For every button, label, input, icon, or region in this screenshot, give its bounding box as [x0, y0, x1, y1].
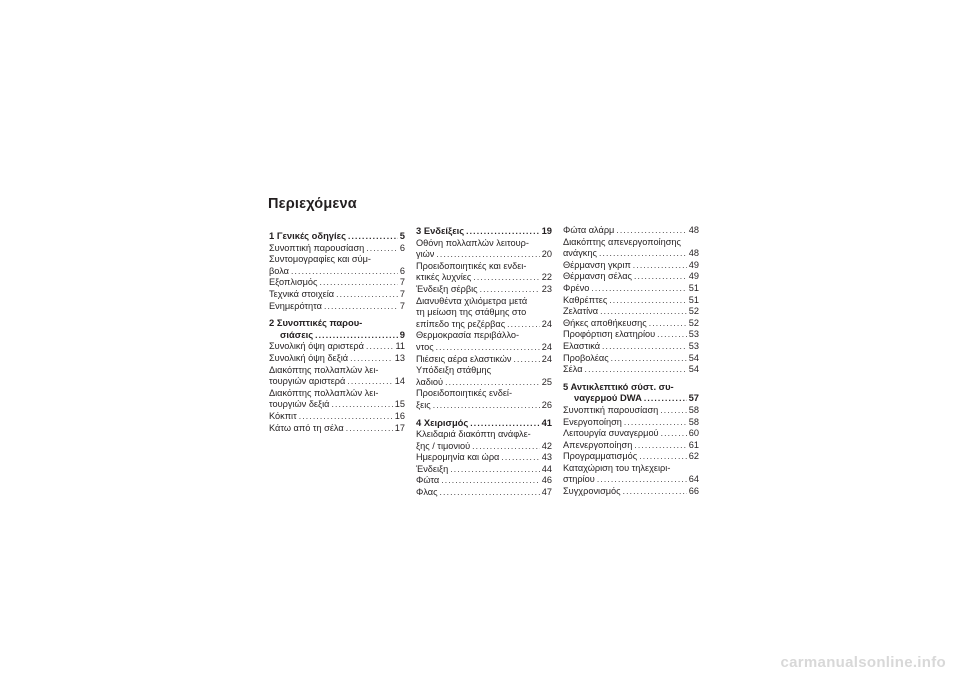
dot-leader [436, 342, 540, 354]
page-number: 46 [541, 475, 552, 486]
page-number: 43 [541, 452, 552, 463]
page-number: 61 [688, 439, 699, 450]
page-number: 23 [541, 283, 552, 294]
entry-title: στηρίου [563, 474, 595, 485]
entry-title: Συνοπτική παρουσίαση [269, 242, 365, 253]
toc-chapter[interactable] [269, 230, 405, 243]
page-number: 16 [394, 410, 405, 421]
entry-title: Οθόνη πολλαπλών λειτουρ- [416, 237, 529, 248]
page-number: 44 [541, 463, 552, 474]
entry-title: Υπόδειξη στάθμης [416, 365, 492, 376]
dot-leader [585, 364, 687, 376]
entry-title: τουργιών δεξιά [269, 399, 330, 410]
toc-entry[interactable] [563, 225, 699, 237]
toc-entry[interactable] [563, 318, 699, 330]
dot-leader [602, 341, 687, 353]
dot-leader [473, 272, 539, 284]
dot-leader [332, 399, 393, 411]
toc-entry[interactable] [416, 284, 552, 296]
page-number: 58 [688, 404, 699, 415]
page-number: 52 [688, 306, 699, 317]
dot-leader [639, 451, 687, 463]
page-number: 54 [688, 352, 699, 363]
dot-leader [599, 248, 687, 260]
toc-entry[interactable] [269, 341, 405, 353]
page-number: 51 [688, 282, 699, 293]
dot-leader [366, 243, 398, 255]
entry-title: Ένδειξη σέρβις [416, 283, 478, 294]
entry-title: Εξοπλισμός [269, 277, 318, 288]
toc-entry[interactable] [269, 254, 405, 277]
dot-leader [466, 226, 539, 238]
toc-entry[interactable] [416, 354, 552, 366]
dot-leader [315, 330, 398, 342]
dot-leader [346, 423, 393, 435]
toc-entry[interactable] [563, 341, 699, 353]
dot-leader [624, 417, 687, 429]
dot-leader [319, 277, 397, 289]
page-number: 53 [688, 340, 699, 351]
page-number: 52 [688, 317, 699, 328]
page-number: 62 [688, 451, 699, 462]
entry-title: Κάτω από τη σέλα [269, 422, 344, 433]
dot-leader [347, 376, 392, 388]
entry-title: λαδιού [416, 376, 444, 387]
dot-leader [441, 475, 540, 487]
toc-entry[interactable] [269, 277, 405, 289]
dot-leader [660, 405, 687, 417]
toc-entry[interactable] [563, 283, 699, 295]
entry-title: Προειδοποιητικές και ενδει- [416, 260, 527, 271]
dot-leader [597, 474, 687, 486]
entry-title: Φλας [416, 487, 438, 498]
entry-title: Διακόπτης απενεργοποίησης [563, 236, 681, 247]
dot-leader [366, 341, 393, 353]
toc-entry[interactable] [269, 301, 405, 313]
page-number: 24 [541, 318, 552, 329]
entry-title: Θήκες αποθήκευσης [563, 317, 647, 328]
dot-leader [450, 464, 539, 476]
entry-title: Προειδοποιητικές ενδεί- [416, 388, 513, 399]
toc-entry[interactable] [416, 330, 552, 353]
toc-entry[interactable] [416, 487, 552, 499]
toc-entry[interactable] [563, 428, 699, 440]
page-number: 20 [541, 249, 552, 260]
page-number: 24 [541, 341, 552, 352]
toc-column-1 [269, 230, 405, 434]
entry-title: Ένδειξη [416, 463, 449, 474]
chapter-title: σιάσεις [280, 328, 314, 340]
toc-chapter[interactable] [269, 317, 405, 341]
entry-title: Καθρέπτες [563, 294, 608, 305]
chapter-title: 3 Ενδείξεις [416, 225, 465, 236]
entry-title: Προγραμματισμός [563, 451, 638, 462]
page-number: 64 [688, 474, 699, 485]
chapter-title: 2 Συνοπτικές παρου- [269, 317, 363, 329]
toc-entry[interactable] [563, 364, 699, 376]
dot-leader [591, 283, 686, 295]
entry-title: Διανυθέντα χιλιόμετρα μετά [416, 295, 528, 306]
entry-title: Θέρμανση σέλας [563, 271, 632, 282]
entry-title: Συνοπτική παρουσίαση [563, 404, 659, 415]
dot-leader [661, 428, 687, 440]
toc-entry[interactable] [416, 429, 552, 452]
entry-title: ντος [416, 341, 434, 352]
page-number: 15 [394, 399, 405, 410]
entry-title: Διακόπτης πολλαπλών λει- [269, 387, 379, 398]
dot-leader [644, 393, 687, 405]
dot-leader [649, 318, 687, 330]
toc-chapter[interactable] [563, 381, 699, 405]
toc-entry[interactable] [416, 238, 552, 261]
page-number: 9 [399, 328, 405, 340]
toc-entry[interactable] [269, 365, 405, 388]
toc-entry[interactable] [269, 388, 405, 411]
dot-leader [324, 301, 398, 313]
entry-title: Φώτα [416, 475, 440, 486]
toc-column-2 [416, 225, 552, 499]
entry-title: Συγχρονισμός [563, 486, 621, 497]
dot-leader [507, 319, 540, 331]
page-number: 13 [394, 352, 405, 363]
toc-entry[interactable] [269, 243, 405, 255]
page-number: 11 [395, 341, 405, 352]
toc-entry[interactable] [269, 411, 405, 423]
page-number: 22 [541, 272, 552, 283]
page-number: 49 [688, 271, 699, 282]
entry-title: Σέλα [563, 364, 583, 375]
entry-title: Πιέσεις αέρα ελαστικών [416, 353, 512, 364]
entry-title: ανάγκης [563, 248, 597, 259]
toc-entry[interactable] [563, 260, 699, 272]
entry-title: επίπεδο της ρεζέρβας [416, 318, 506, 329]
dot-leader [436, 249, 539, 261]
entry-title: Συνολική όψη αριστερά [269, 341, 364, 352]
dot-leader [348, 231, 398, 243]
entry-title: Προβολέας [563, 352, 609, 363]
toc-entry[interactable] [563, 306, 699, 318]
dot-leader [600, 306, 687, 318]
page-number: 47 [541, 487, 552, 498]
dot-leader [299, 411, 393, 423]
entry-title: Τεχνικά στοιχεία [269, 288, 335, 299]
chapter-title: 4 Χειρισμός [416, 416, 469, 428]
page-number: 26 [541, 399, 552, 410]
page-number: 7 [399, 277, 405, 288]
toc-entry[interactable] [416, 296, 552, 331]
dot-leader [616, 225, 686, 237]
toc-entry[interactable] [563, 295, 699, 307]
page-number: 7 [399, 288, 405, 299]
entry-title: ξεις [416, 399, 431, 410]
page-number: 17 [394, 422, 405, 433]
toc-entry[interactable] [416, 388, 552, 411]
toc-entry[interactable] [563, 463, 699, 486]
toc-column-3 [563, 225, 699, 498]
entry-title: Φρένο [563, 282, 590, 293]
page-number: 49 [688, 259, 699, 270]
page-number: 57 [688, 392, 699, 404]
page-number: 60 [688, 428, 699, 439]
page-number: 66 [688, 486, 699, 497]
entry-title: γιών [416, 249, 435, 260]
page-number: 48 [688, 225, 699, 235]
toc-entry[interactable] [416, 452, 552, 464]
chapter-title: 1 Γενικές οδηγίες [269, 230, 346, 241]
page-title: Περιεχόμενα [268, 196, 357, 212]
dot-leader [514, 354, 540, 366]
toc-chapter[interactable] [416, 225, 552, 238]
entry-title: Θερμοκρασία περιβάλλο- [416, 330, 520, 341]
dot-leader [633, 260, 687, 272]
entry-title: κτικές λυχνίες [416, 272, 472, 283]
dot-leader [657, 329, 687, 341]
entry-title: Διακόπτης πολλαπλών λει- [269, 364, 379, 375]
dot-leader [611, 353, 687, 365]
dot-leader [336, 289, 398, 301]
toc-entry[interactable] [416, 475, 552, 487]
chapter-title: ναγερμού DWA [574, 392, 642, 404]
toc-entry[interactable] [563, 353, 699, 365]
dot-leader [440, 487, 540, 499]
page-number: 42 [541, 440, 552, 451]
entry-title: Ενημερότητα [269, 300, 322, 311]
entry-title: Ενεργοποίηση [563, 416, 622, 427]
entry-title: Ημερομηνία και ώρα [416, 452, 500, 463]
dot-leader [634, 271, 687, 283]
toc-entry[interactable] [416, 365, 552, 388]
entry-title: τουργιών αριστερά [269, 376, 346, 387]
toc-entry[interactable] [563, 417, 699, 429]
dot-leader [350, 353, 393, 365]
toc-chapter[interactable] [416, 417, 552, 430]
dot-leader [433, 400, 540, 412]
page-number: 25 [541, 376, 552, 387]
page-number: 5 [399, 230, 405, 241]
toc-entry[interactable] [563, 237, 699, 260]
page-number: 6 [399, 265, 405, 276]
dot-leader [623, 486, 687, 498]
entry-title: Ζελατίνα [563, 306, 599, 317]
entry-title: Συντομογραφίες και σύμ- [269, 254, 371, 265]
dot-leader [445, 377, 540, 389]
toc-entry[interactable] [563, 329, 699, 341]
page-number: 6 [399, 242, 405, 253]
entry-title: Κλειδαριά διακόπτη ανάφλε- [416, 429, 531, 440]
page-number: 48 [688, 248, 699, 259]
entry-title: ξης / τιμονιού [416, 440, 471, 451]
dot-leader [470, 418, 539, 430]
toc-entry[interactable] [416, 464, 552, 476]
toc-entry[interactable] [563, 405, 699, 417]
toc-entry[interactable] [269, 289, 405, 301]
page-number: 41 [541, 416, 552, 428]
entry-title: βολα [269, 265, 289, 276]
entry-title: Απενεργοποίηση [563, 439, 633, 450]
toc-entry[interactable] [563, 440, 699, 452]
page-number: 7 [399, 300, 405, 311]
entry-title: Συνολική όψη δεξιά [269, 352, 349, 363]
page-number: 53 [688, 329, 699, 340]
dot-leader [480, 284, 540, 296]
toc-entry[interactable] [563, 271, 699, 283]
page-number: 19 [541, 225, 552, 236]
entry-title: Φώτα αλάρμ [563, 225, 615, 235]
page-number: 58 [688, 416, 699, 427]
toc-entry[interactable] [269, 423, 405, 435]
dot-leader [634, 440, 686, 452]
dot-leader [472, 441, 540, 453]
toc-entry[interactable] [416, 261, 552, 284]
entry-title: Ελαστικά [563, 340, 601, 351]
entry-title: Κόκπιτ [269, 410, 297, 421]
entry-title: Θέρμανση γκριπ [563, 259, 631, 270]
page-number: 24 [541, 353, 552, 364]
chapter-title: 5 Αντικλεπτικό σύστ. συ- [563, 380, 674, 392]
entry-title: Λειτουργία συναγερμού [563, 428, 659, 439]
toc-entry[interactable] [269, 353, 405, 365]
dot-leader [501, 452, 539, 464]
toc-entry[interactable] [563, 486, 699, 498]
watermark: carmanualsonline.info [780, 654, 946, 671]
page-number: 54 [688, 364, 699, 375]
page-number: 14 [394, 376, 405, 387]
dot-leader [609, 295, 687, 307]
dot-leader [291, 266, 398, 278]
entry-title: τη μείωση της στάθμης στο [416, 307, 527, 318]
entry-title: Προφόρτιση ελατηρίου [563, 329, 656, 340]
entry-title: Καταχώριση του τηλεχειρι- [563, 462, 671, 473]
page-number: 51 [688, 294, 699, 305]
toc-entry[interactable] [563, 451, 699, 463]
